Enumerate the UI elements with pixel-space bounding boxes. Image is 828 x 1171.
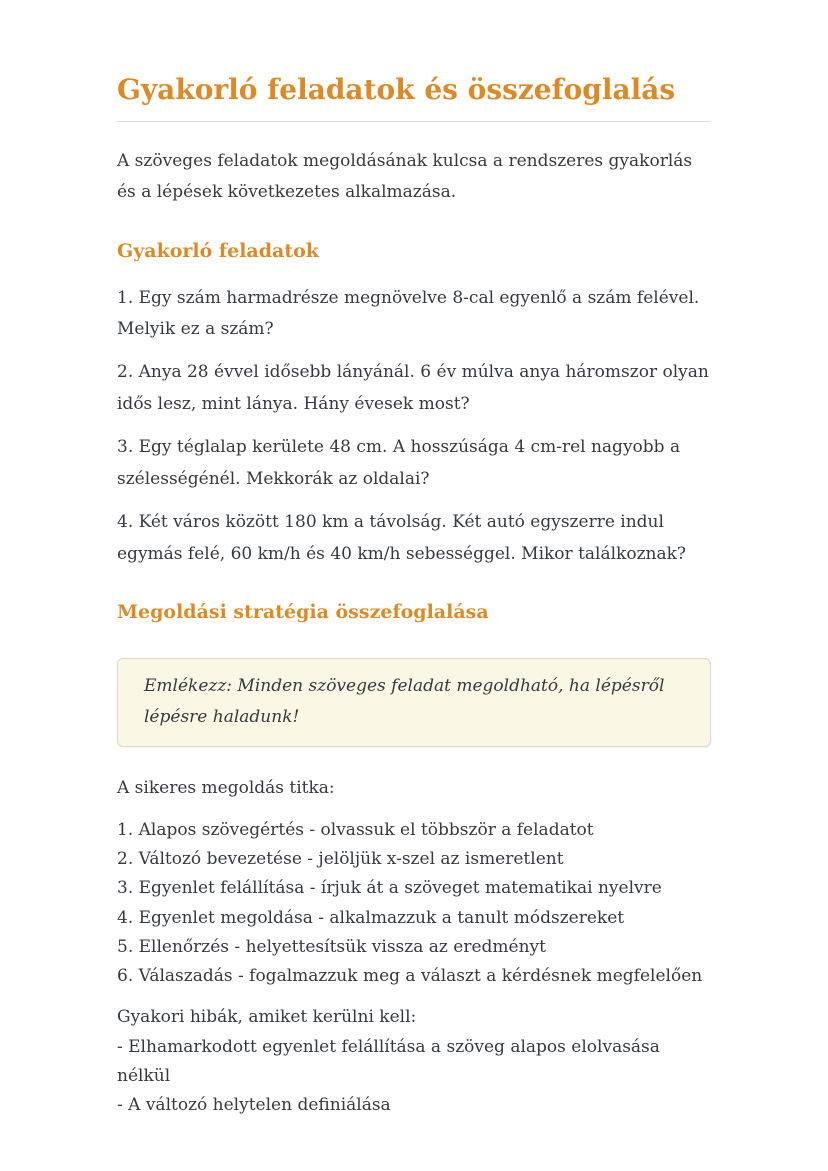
section-heading-strategy: Megoldási stratégia összefoglalása — [117, 601, 489, 624]
callout-box — [117, 658, 711, 747]
mistake-item-1: - Elhamarkodott egyenlet felállítása a szöveg alapos elolvasása nélkül — [117, 1036, 660, 1086]
practice-problem-4: 4. Két város között 180 km a távolság. Két autó egyszerre indul egymás felé, 60 km/h és 40 km/h sebességgel. Mikor találkoznak? — [117, 512, 687, 564]
title-divider — [117, 121, 711, 122]
secret-intro: A sikeres megoldás titka: — [117, 777, 335, 798]
practice-problem-1: 1. Egy szám harmadrésze megnövelve 8-cal egyenlő a szám felével. Melyik ez a szám? — [117, 287, 700, 339]
solution-step-2: 2. Változó bevezetése - jelöljük x-szel az ismeretlent — [117, 849, 564, 870]
callout-text: Emlékezz: Minden szöveges feladat megoldható, ha lépésről lépésre haladunk! — [144, 675, 665, 728]
solution-step-6: 6. Válaszadás - fogalmazzuk meg a választ a kérdésnek megfelelően — [117, 966, 703, 987]
page-title: Gyakorló feladatok és összefoglalás — [117, 73, 676, 106]
mistake-item-2: - A változó helytelen definiálása — [117, 1095, 391, 1116]
solution-step-4: 4. Egyenlet megoldása - alkalmazzuk a tanult módszereket — [117, 907, 625, 928]
practice-problem-2: 2. Anya 28 évvel idősebb lányánál. 6 év múlva anya háromszor olyan idős lesz, mint lánya. Hány évesek most? — [117, 362, 709, 414]
mistakes-intro: Gyakori hibák, amiket kerülni kell: — [117, 1007, 417, 1028]
common-mistakes-block — [117, 1003, 711, 1120]
solution-step-5: 5. Ellenőrzés - helyettesítsük vissza az eredményt — [117, 936, 546, 957]
solution-step-1: 1. Alapos szövegértés - olvassuk el többször a feladatot — [117, 819, 594, 840]
intro-paragraph: A szöveges feladatok megoldásának kulcsa a rendszeres gyakorlás és a lépések következetes alkalmazása. — [117, 151, 693, 203]
solution-step-3: 3. Egyenlet felállítása - írjuk át a szöveget matematikai nyelvre — [117, 878, 662, 899]
solution-steps-list — [117, 816, 711, 991]
practice-problem-3: 3. Egy téglalap kerülete 48 cm. A hosszúsága 4 cm-rel nagyobb a szélességénél. Mekkorák az oldalai? — [117, 437, 681, 489]
section-heading-practice: Gyakorló feladatok — [117, 239, 319, 262]
